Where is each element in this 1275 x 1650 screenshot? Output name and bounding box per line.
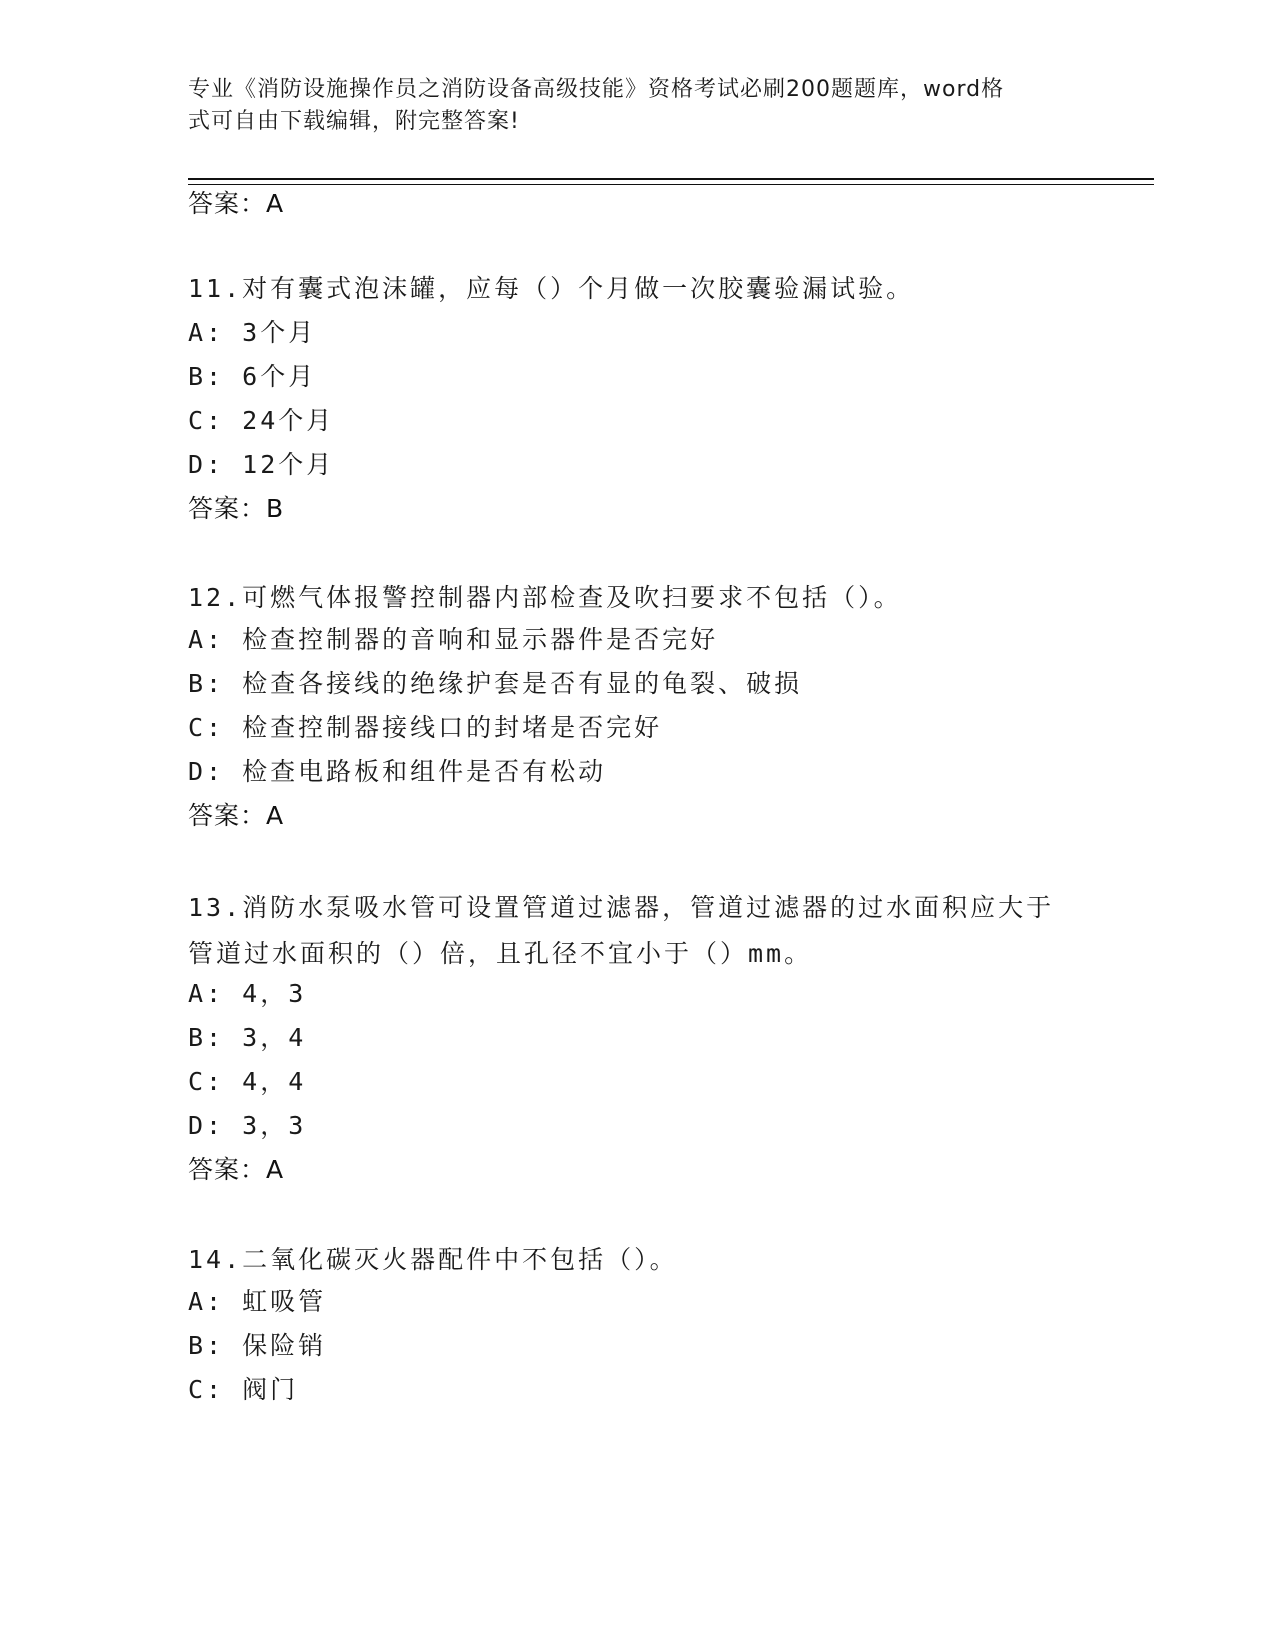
question-11-option-b: B: 6个月 (188, 362, 317, 391)
header-divider-thin (188, 184, 1154, 185)
question-14-stem: 14.二氧化碳灭火器配件中不包括（）。 (188, 1245, 678, 1274)
answer-label: 答案：A (188, 189, 285, 218)
question-11-option-d: D: 12个月 (188, 450, 335, 479)
header-divider-thick (188, 178, 1154, 180)
question-13-option-a: A: 4，3 (188, 979, 307, 1008)
document-header (188, 74, 1088, 138)
question-13-answer: 答案：A (188, 1155, 285, 1184)
question-13-option-b: B: 3，4 (188, 1023, 307, 1052)
question-13-option-d: D: 3，3 (188, 1111, 307, 1140)
question-13-stem-line-2: 管道过水面积的（）倍，且孔径不宜小于（）mm。 (188, 939, 813, 968)
header-line-1: 专业《消防设施操作员之消防设备高级技能》资格考试必刷200题题库，word格 (188, 77, 1005, 102)
question-13-stem (188, 885, 1088, 977)
question-11-stem: 11.对有囊式泡沫罐，应每（）个月做一次胶囊验漏试验。 (188, 274, 915, 303)
question-12-answer: 答案：A (188, 801, 285, 830)
question-12-stem: 12.可燃气体报警控制器内部检查及吹扫要求不包括（）。 (188, 583, 902, 612)
header-line-2: 式可自由下载编辑，附完整答案! (188, 109, 520, 134)
question-12-option-c: C: 检查控制器接线口的封堵是否完好 (188, 713, 663, 742)
question-12-option-b: B: 检查各接线的绝缘护套是否有显的龟裂、破损 (188, 669, 803, 698)
question-14-option-c: C: 阀门 (188, 1375, 299, 1404)
question-11-option-a: A: 3个月 (188, 318, 317, 347)
question-12-option-d: D: 检查电路板和组件是否有松动 (188, 757, 607, 786)
question-11-option-c: C: 24个月 (188, 406, 335, 435)
question-12-option-a: A: 检查控制器的音响和显示器件是否完好 (188, 625, 719, 654)
question-13-option-c: C: 4，4 (188, 1067, 307, 1096)
question-14-option-b: B: 保险销 (188, 1331, 327, 1360)
question-13-stem-line-1: 13.消防水泵吸水管可设置管道过滤器，管道过滤器的过水面积应大于 (188, 893, 1055, 922)
question-14-option-a: A: 虹吸管 (188, 1287, 327, 1316)
question-11-answer: 答案：B (188, 494, 285, 523)
